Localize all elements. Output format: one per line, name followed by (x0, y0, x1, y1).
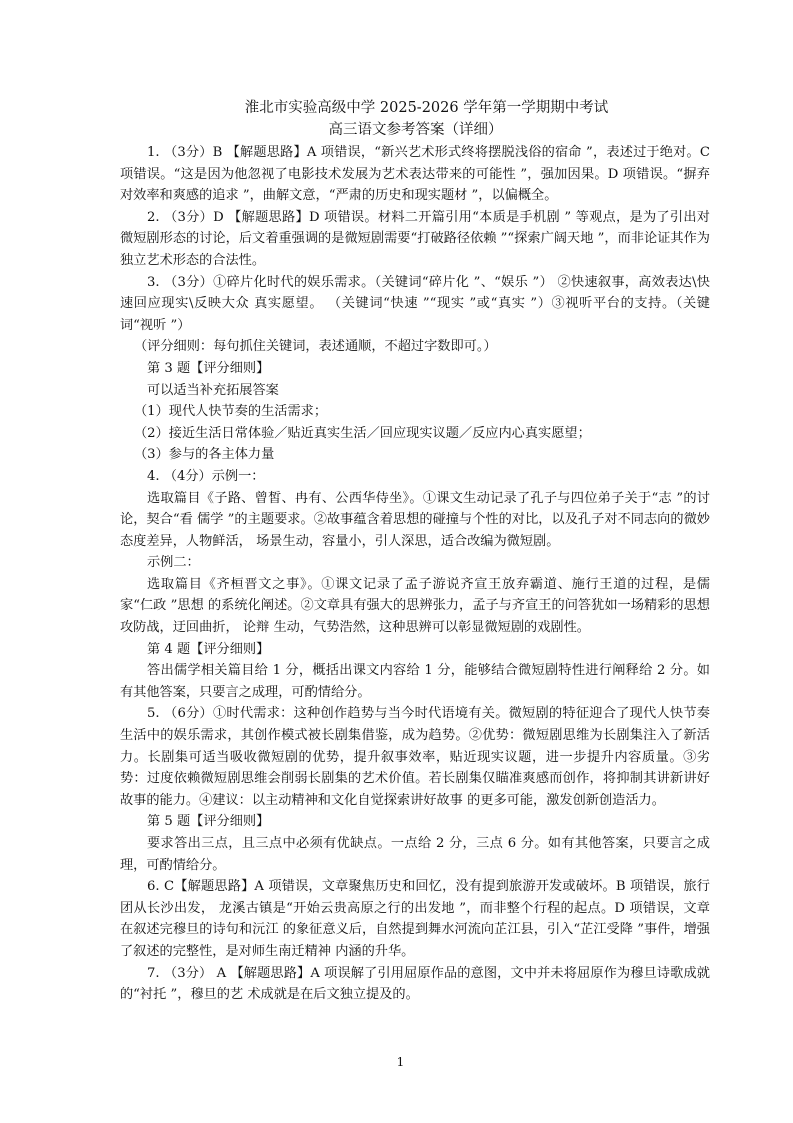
scoring-item-3-2: （2）接近生活日常体验／贴近真实生活／回应现实议题／反应内心真实愿望； (134, 425, 591, 441)
answer-4-example-2-label: 示例二： (147, 555, 200, 571)
document-title: 淮北市实验高级中学 2025-2026 学年第一学期期中考试 (244, 100, 609, 116)
page-number: 1 (396, 1055, 405, 1069)
answer-4-example-1: 选取篇目《子路、曾皙、冉有、公西华侍坐》。①课文生动记录了孔子与四位弟子关于“志 ”的讨论，契合“看 儒学 ”的主题要求。②故事蕴含着思想的碰撞与个性的对比，以及孔子对不同志向的微妙态度差异，人物鲜活， 场景生动，容量小，引人深思，适合改编为微短剧。 (120, 490, 710, 549)
scoring-text-5: 要求答出三点，且三点中必须有优缺点。一点给 2 分，三点 6 分。如有其他答案，只要言之成理，可酌情给分。 (120, 836, 710, 873)
scoring-note-3: （评分细则：每句抓住关键词，表述通顺，不超过字数即可。） (134, 339, 497, 355)
scoring-item-3-1: （1）现代人快节奏的生活需求； (134, 404, 328, 420)
scoring-heading-4: 第 4 题【评分细则】 (147, 641, 270, 657)
scoring-text-4: 答出儒学相关篇目给 1 分，概括出课文内容给 1 分，能够结合微短剧特性进行阐释给 2 分。如有其他答案，只要言之成理，可酌情给分。 (120, 663, 710, 700)
answer-7: 7. （3分） A 【解题思路】A 项误解了引用屈原作品的意图，文中并未将屈原作为穆旦诗歌成就的“衬托 ”，穆旦的艺 术成就是在后文独立提及的。 (120, 965, 710, 1003)
scoring-text-3: 可以适当补充拓展答案 (147, 382, 279, 398)
scoring-heading-3: 第 3 题【评分细则】 (147, 360, 270, 376)
scoring-item-3-3: （3）参与的各主体力量 (134, 447, 275, 463)
answer-5: 5. （6分）①时代需求：这种创作趋势与当今时代语境有关。微短剧的特征迎合了现代人快节奏生活中的娱乐需求，其创作模式被长剧集借鉴，成为趋势。②优势：微短剧思维为长剧集注入了新活力。长剧集可适当吸收微短剧的优势，提升叙事效率，贴近现实议题，进一步提升内容质量。③劣势：过度依赖微短剧思维会削弱长剧集的艺术价值。若长剧集仅瞄准爽感而创作，将抑制其讲新讲好故事的能力。④建议：以主动精神和文化自觉探索讲好故事 的更多可能，激发创新创造活力。 (120, 706, 710, 808)
answer-3: 3. （3分）①碎片化时代的娱乐需求。（关键词“碎片化 ”、“娱乐 ”） ②快速叙事，高效表达\快速回应现实\反映大众 真实愿望。 （关键词“快速 ”“现实 ”或“真实 ”）③视听平台的支持。（关键词“视听 ”） (120, 274, 710, 333)
document-body (120, 142, 710, 1006)
answer-1: 1. （3分）B 【解题思路】A 项错误，“新兴艺术形式终将摆脱浅俗的宿命 ”，表述过于绝对。C 项错误。“这是因为他忽视了电影技术发展为艺术表达带来的可能性 ”，强加因果。D 项错误。“摒弃对效率和爽感的追求 ”，曲解文意，“严肃的历史和现实题材 ”，以偏概全。 (120, 145, 710, 204)
answer-2: 2. （3分）D 【解题思路】D 项错误。材料二开篇引用“本质是手机剧 ” 等观点，是为了引出对微短剧形态的讨论，后文着重强调的是微短剧需要“打破路径依赖 ”“探索广阔天地 ”，而非论证其作为独立艺术形态的合法性。 (120, 209, 710, 268)
answer-4: 4. （4分）示例一： (147, 468, 265, 484)
document-subtitle: 高三语文参考答案（详细） (328, 122, 503, 138)
scoring-heading-5: 第 5 题【评分细则】 (147, 814, 270, 830)
answer-6: 6. C【解题思路】A 项错误，文章聚焦历史和回忆，没有提到旅游开发或破坏。B 项错误，旅行团从长沙出发， 龙溪古镇是“开始云贵高原之行的出发地 ”，而非整个行程的起点。D 项错误，文章在叙述完穆旦的诗句和沅江 的象征意义后，自然提到舞水河流向芷江县，引入“芷江受降 ”事件，增强了叙述的完整性，是对师生南迁精神 内涵的升华。 (120, 879, 710, 959)
answer-4-example-2: 选取篇目《齐桓晋文之事》。①课文记录了孟子游说齐宣王放弃霸道、施行王道的过程，是儒家“仁政 ”思想 的系统化阐述。②文章具有强大的思辨张力，孟子与齐宣王的问答犹如一场精彩的思想攻防战，迂回曲折， 论辩 生动，气势浩然，这种思辨可以彰显微短剧的戏剧性。 (120, 576, 710, 636)
